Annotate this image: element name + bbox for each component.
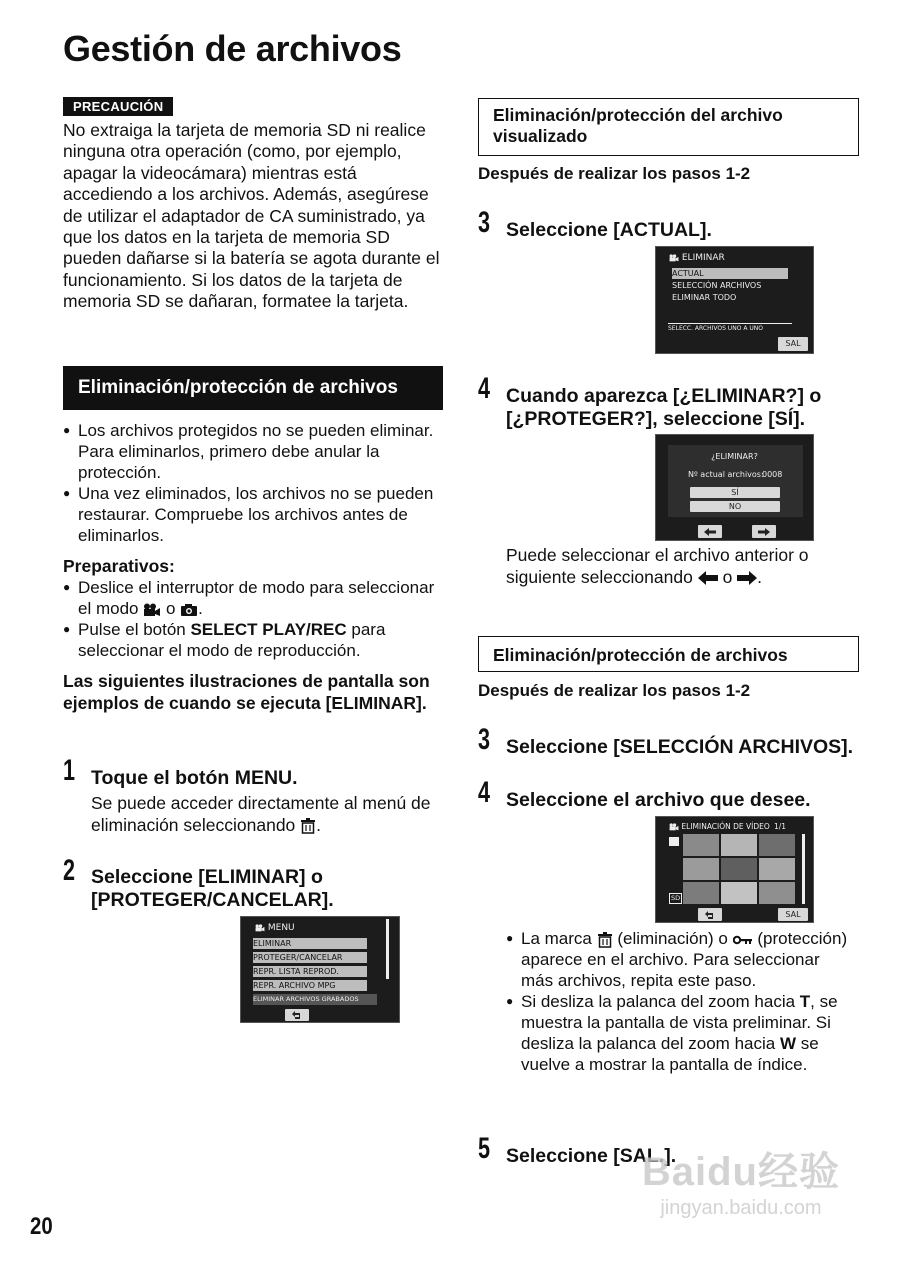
return-icon: [705, 911, 715, 919]
trash-icon: [597, 932, 613, 948]
sal-button[interactable]: SAL: [778, 908, 808, 921]
step-1-number: 1: [63, 754, 76, 787]
page-number: 20: [30, 1213, 53, 1240]
arrow-left-icon: [704, 528, 716, 536]
option-eliminar-todo[interactable]: ELIMINAR TODO: [672, 293, 737, 302]
video-icon: [669, 254, 679, 262]
confirm-question: ¿ELIMINAR?: [711, 452, 758, 461]
rb-step-4-number: 4: [478, 776, 491, 809]
rb-step-4-title: Seleccione el archivo que desee.: [506, 789, 811, 811]
file-selection-bullets: [506, 928, 856, 1075]
menu-screen-title: MENU: [255, 923, 295, 934]
step-2-title: Seleccione [ELIMINAR] o [PROTEGER/CANCELAR].: [91, 866, 334, 911]
rb-step-5-number: 5: [478, 1132, 491, 1165]
thumbnail[interactable]: [721, 834, 757, 856]
page-title: Gestión de archivos: [63, 28, 402, 69]
after-steps-2: Después de realizar los pasos 1-2: [478, 681, 751, 700]
preparation-heading: Preparativos:: [63, 556, 175, 576]
menu-screen: [240, 916, 400, 1023]
step-1-title: Toque el botón MENU.: [91, 767, 298, 789]
info-bullets: [63, 420, 448, 546]
eliminar-status: SELECC. ARCHIVOS UNO A UNO: [668, 323, 792, 333]
eliminar-screen-title: ELIMINAR: [669, 253, 725, 264]
rt-step-4-title: Cuando aparezca [¿ELIMINAR?] o [¿PROTEGER?], seleccione [SÍ].: [506, 385, 822, 430]
rt-step-4-desc: Puede seleccionar el archivo anterior o siguiente seleccionando o .: [506, 545, 809, 587]
bullet-zoom: ● Si desliza la palanca del zoom hacia T, se muestra la pantalla de vista preliminar. Si desliza la palanca del zoom hacia W se vuelve a mostrar la pantalla de índice.: [506, 991, 856, 1075]
bullet-no-restore: ● Una vez eliminados, los archivos no se pueden restaurar. Compruebe los archivos antes de eliminarlos.: [63, 483, 448, 546]
back-button[interactable]: [698, 908, 722, 921]
bullet-protected-files: ● Los archivos protegidos no se pueden eliminar. Para eliminarlos, primero debe anular la protección.: [63, 420, 448, 483]
video-mode-icon: [143, 603, 161, 617]
section-header-delete-protect: Eliminación/protección de archivos: [63, 366, 443, 410]
thumbnail[interactable]: [759, 858, 795, 880]
thumbnail[interactable]: [683, 834, 719, 856]
caution-badge: PRECAUCIÓN: [63, 97, 173, 116]
rt-step-4-number: 4: [478, 372, 491, 405]
menu-item-lista[interactable]: REPR. LISTA REPROD.: [253, 966, 367, 977]
sal-button[interactable]: SAL: [778, 337, 808, 351]
thumbnail-scrollbar[interactable]: [802, 834, 805, 904]
count-label: Nº actual archivos:: [688, 470, 764, 479]
caution-text: No extraiga la tarjeta de memoria SD ni realice ninguna otra operación (como, por ejemplo, apagar la videocámara) mientras está accediendo a los archivos. Además, asegúrese de utilizar el adaptador de CA suministrado, ya que los datos en la tarjeta de memoria SD pueden dañarse si la batería se agota durante el funcionamiento. Si los datos de la tarjeta de memoria SD se dañaran, formatee la tarjeta.: [63, 120, 440, 312]
arrow-right-icon: [758, 528, 770, 536]
option-actual[interactable]: ACTUAL: [672, 268, 788, 279]
thumbnail-grid: [683, 834, 798, 904]
box-head-displayed-file: Eliminación/protección del archivo visualizado: [478, 98, 859, 156]
key-icon: [733, 935, 753, 945]
step-2-number: 2: [63, 854, 76, 887]
option-seleccion[interactable]: SELECCIÓN ARCHIVOS: [672, 281, 762, 290]
sd-badge: SD: [671, 894, 681, 902]
prev-button[interactable]: [698, 525, 722, 538]
box-head-delete-protect: Eliminación/protección de archivos: [478, 636, 859, 672]
after-steps-1: Después de realizar los pasos 1-2: [478, 164, 751, 183]
count-value: 0008: [762, 470, 783, 479]
return-icon: [292, 1011, 302, 1019]
arrow-left-icon: [698, 571, 718, 585]
menu-item-eliminar[interactable]: ELIMINAR: [253, 938, 367, 949]
prep-select-play: ● Pulse el botón SELECT PLAY/REC para seleccionar el modo de reproducción.: [63, 619, 448, 661]
page-indicator: 1/1: [774, 822, 787, 831]
thumbnail[interactable]: [759, 834, 795, 856]
menu-item-mpg[interactable]: REPR. ARCHIVO MPG: [253, 980, 367, 991]
video-delete-screen: [655, 816, 814, 923]
no-button[interactable]: NO: [690, 501, 780, 512]
thumbnail[interactable]: [759, 882, 795, 904]
rt-step-3-title: Seleccione [ACTUAL].: [506, 219, 712, 241]
confirm-screen: [655, 434, 814, 541]
watermark-logo: Baidu经验: [641, 1150, 840, 1194]
thumbnail[interactable]: [721, 882, 757, 904]
video-icon: [255, 924, 265, 932]
arrow-right-icon: [737, 571, 757, 585]
menu-scrollbar[interactable]: [386, 919, 389, 979]
thumbnail[interactable]: [683, 858, 719, 880]
rb-step-3-number: 3: [478, 723, 491, 756]
bullet-mark: ● La marca (eliminación) o (protección) aparece en el archivo. Para seleccionar más archivos, repita este paso.: [506, 928, 856, 991]
step-1-desc: Se puede acceder directamente al menú de eliminación seleccionando .: [91, 793, 431, 835]
back-button[interactable]: [285, 1009, 309, 1021]
trash-icon: [300, 818, 316, 834]
yes-button[interactable]: SÍ: [690, 487, 780, 498]
watermark: [642, 1140, 840, 1220]
watermark-url: jingyan.baidu.com: [660, 1197, 822, 1219]
next-button[interactable]: [752, 525, 776, 538]
rt-step-3-number: 3: [478, 206, 491, 239]
preparation-bullets: [63, 577, 448, 661]
video-delete-title: ELIMINACIÓN DE VÍDEO: [669, 821, 770, 832]
menu-item-proteger[interactable]: PROTEGER/CANCELAR: [253, 952, 367, 963]
eliminar-screen: [655, 246, 814, 354]
illustration-note: Las siguientes ilustraciones de pantalla son ejemplos de cuando se ejecuta [ELIMINAR].: [63, 671, 430, 713]
video-icon: [669, 823, 679, 831]
thumbnail[interactable]: [721, 858, 757, 880]
prep-mode-switch: ● Deslice el interruptor de modo para seleccionar el modo o .: [63, 577, 448, 619]
camera-mode-icon: [180, 603, 198, 617]
thumbnail[interactable]: [683, 882, 719, 904]
rb-step-5-title: Seleccione [SAL.].: [506, 1145, 677, 1167]
menu-footer-text: ELIMINAR ARCHIVOS GRABADOS: [253, 994, 377, 1005]
trash-mark-icon: [669, 837, 679, 846]
rb-step-3-title: Seleccione [SELECCIÓN ARCHIVOS].: [506, 736, 854, 758]
